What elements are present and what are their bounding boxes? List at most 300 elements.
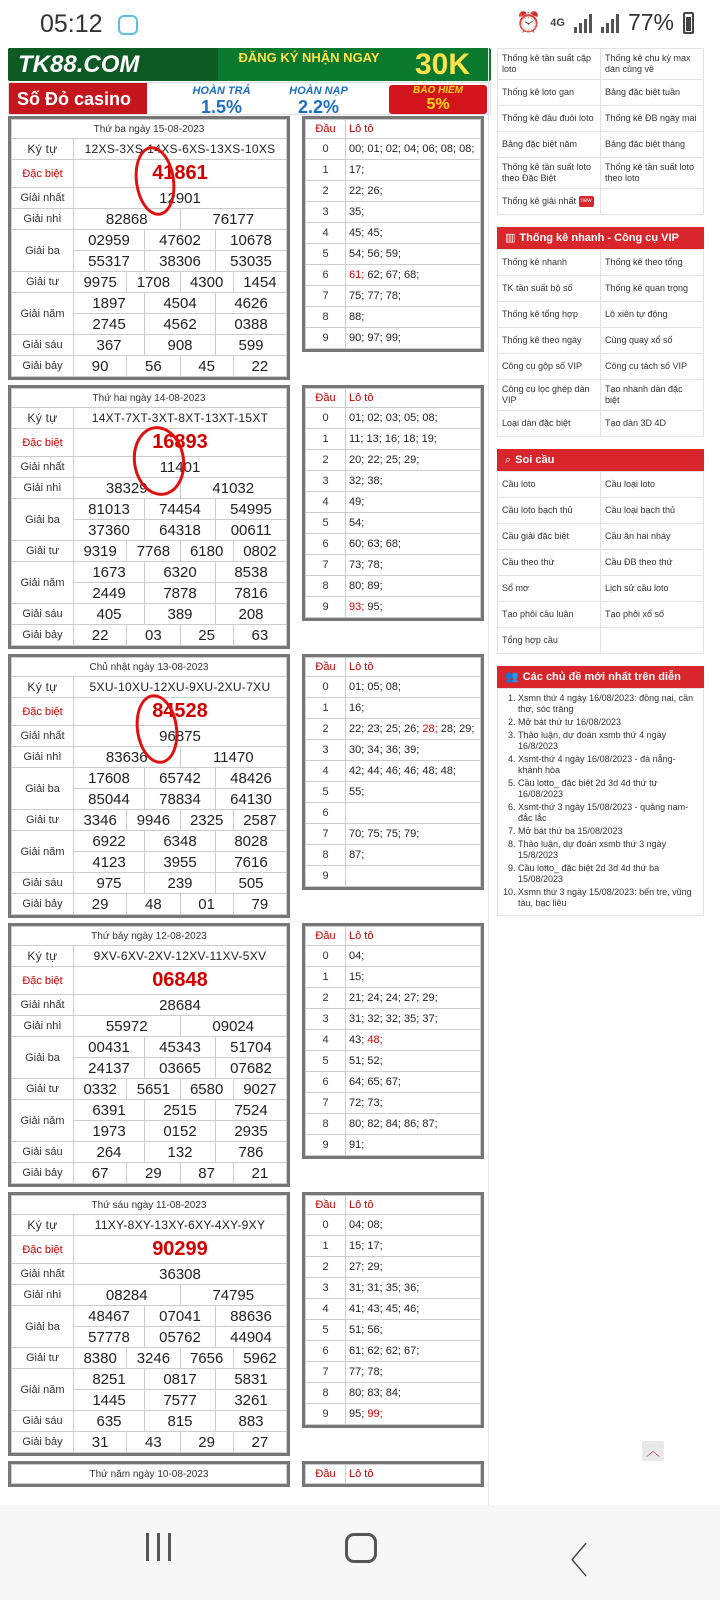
status-bar <box>0 0 720 48</box>
second-prize: 09024 <box>180 1016 287 1037</box>
sidebar-link[interactable]: Bảng đặc biệt tháng <box>601 132 704 158</box>
insurance-promo: BẢO HIỂM 5% <box>389 85 487 114</box>
fourth-prize: 2587 <box>233 810 286 831</box>
seventh-prize: 48 <box>127 894 180 915</box>
fourth-prize: 9027 <box>233 1079 286 1100</box>
sidebar-link[interactable]: Bảng đặc biệt năm <box>498 132 601 158</box>
third-prize: 51704 <box>216 1037 287 1058</box>
label-nam: Giải năm <box>12 831 74 873</box>
loto-block <box>302 923 484 1159</box>
label-tu: Giải tư <box>12 272 74 293</box>
loto-head-digit: 7 <box>306 1362 346 1383</box>
loto-head-digit: 6 <box>306 1341 346 1362</box>
forum-topic-link[interactable]: 8. Thảo luận, dự đoán xsmb thứ 3 ngày 15/8/2023 <box>518 839 697 861</box>
sidebar-link[interactable]: Cùng quay xổ số <box>601 328 704 354</box>
third-prize: 07041 <box>145 1306 216 1327</box>
sidebar-link[interactable]: Lịch sử cầu loto <box>601 576 704 602</box>
sidebar-link[interactable]: Công cụ gộp số VIP <box>498 354 601 380</box>
fifth-prize: 7878 <box>145 583 216 604</box>
fifth-prize: 2745 <box>74 314 145 335</box>
label-tu: Giải tư <box>12 541 74 562</box>
result-block <box>8 116 290 380</box>
label-nam: Giải năm <box>12 562 74 604</box>
fourth-prize: 7768 <box>127 541 180 562</box>
sidebar <box>497 48 704 916</box>
seventh-prize: 56 <box>127 356 180 377</box>
soicau-header: ⌕ Soi cầu <box>497 449 704 471</box>
home-button[interactable] <box>345 1533 377 1563</box>
seventh-prize: 29 <box>74 894 127 915</box>
sidebar-link[interactable]: Thống kê giải nhất new <box>498 189 601 215</box>
third-prize: 05762 <box>145 1327 216 1348</box>
fourth-prize: 1708 <box>127 272 180 293</box>
chevron-up-icon: ︿ <box>646 1443 660 1459</box>
first-prize: 28684 <box>74 995 287 1016</box>
sixth-prize: 883 <box>216 1411 287 1432</box>
third-prize: 17608 <box>74 768 145 789</box>
loto-values: 27; 29; <box>346 1257 481 1278</box>
forum-topic-link[interactable]: 7. Mở bát thứ ba 15/08/2023 <box>518 826 697 837</box>
third-prize: 74454 <box>145 499 216 520</box>
loto-head-digit: 3 <box>306 1278 346 1299</box>
result-date: Thứ năm ngày 10-08-2023 <box>12 1465 287 1484</box>
fourth-prize: 8380 <box>74 1348 127 1369</box>
loto-head-digit: 6 <box>306 265 346 286</box>
label-tu: Giải tư <box>12 1348 74 1369</box>
fifth-prize: 4562 <box>145 314 216 335</box>
fourth-prize: 9319 <box>74 541 127 562</box>
sidebar-link[interactable]: Sổ mơ <box>498 576 601 602</box>
loto-head-digit: 8 <box>306 576 346 597</box>
sidebar-link[interactable]: Tạo dàn 3D 4D <box>601 411 704 437</box>
loto-values: 80; 83; 84; <box>346 1383 481 1404</box>
loto-values: 22; 23; 25; 26; 28; 28; 29; <box>346 719 481 740</box>
loto-values: 11; 13; 16; 18; 19; <box>346 429 481 450</box>
forum-topic-link[interactable]: 9. Cầu lotto_ đặc biệt 2d 3d 4d thứ ba 15/08/2023 <box>518 863 697 885</box>
third-prize: 24137 <box>74 1058 145 1079</box>
loto-values: 73; 78; <box>346 555 481 576</box>
fourth-prize: 6180 <box>180 541 233 562</box>
fifth-prize: 6320 <box>145 562 216 583</box>
third-prize: 44904 <box>216 1327 287 1348</box>
forum-topic-link[interactable]: 4. Xsmt-thứ 4 ngày 16/08/2023 - đà nẵng-khánh hòa <box>518 754 697 776</box>
seventh-prize: 45 <box>180 356 233 377</box>
third-prize: 57778 <box>74 1327 145 1348</box>
label-dacbiet: Đặc biệt <box>12 967 74 995</box>
fourth-prize: 6580 <box>180 1079 233 1100</box>
label-nhi: Giải nhì <box>12 209 74 230</box>
second-prize: 38329 <box>74 478 181 499</box>
forum-topic-link[interactable]: 10. Xsmn thứ 3 ngày 15/08/2023: bến tre, vũng tàu, bạc liêu <box>518 887 697 909</box>
third-prize: 64130 <box>216 789 287 810</box>
result-date: Thứ bảy ngày 12-08-2023 <box>12 927 287 946</box>
loto-values: 61; 62; 62; 67; <box>346 1341 481 1362</box>
loto-head-digit: 6 <box>306 534 346 555</box>
loto-head-digit: 8 <box>306 307 346 328</box>
label-ba: Giải ba <box>12 499 74 541</box>
loto-values: 15; 17; <box>346 1236 481 1257</box>
new-badge: new <box>579 196 594 207</box>
fifth-prize: 4626 <box>216 293 287 314</box>
loto-values: 35; <box>346 202 481 223</box>
loto-values: 45; 45; <box>346 223 481 244</box>
sidebar-link[interactable]: TK tần suất bộ số <box>498 276 601 302</box>
dau-header: Đầu <box>306 1465 346 1484</box>
loto-head-digit: 8 <box>306 1383 346 1404</box>
loto-values: 31; 31; 35; 36; <box>346 1278 481 1299</box>
sidebar-link[interactable]: Cầu ăn hai nháy <box>601 524 704 550</box>
sidebar-link[interactable]: Thống kê tổng hợp <box>498 302 601 328</box>
loto-values: 75; 77; 78; <box>346 286 481 307</box>
sidebar-link[interactable]: Tạo phôi xổ số <box>601 602 704 628</box>
label-bay: Giải bảy <box>12 894 74 915</box>
fifth-prize: 2515 <box>145 1100 216 1121</box>
second-prize: 83636 <box>74 747 181 768</box>
forum-topic-link[interactable]: 3. Thảo luận, dự đoán xsmb thứ 4 ngày 16/8/2023 <box>518 730 697 752</box>
third-prize: 53035 <box>216 251 287 272</box>
seventh-prize: 22 <box>74 625 127 646</box>
loto-head-digit: 5 <box>306 1051 346 1072</box>
loto-head-digit: 1 <box>306 967 346 988</box>
third-prize: 37360 <box>74 520 145 541</box>
loto-head-digit: 3 <box>306 202 346 223</box>
label-ba: Giải ba <box>12 1306 74 1348</box>
fifth-prize: 3955 <box>145 852 216 873</box>
fifth-prize: 6922 <box>74 831 145 852</box>
third-prize: 00611 <box>216 520 287 541</box>
label-nhat: Giải nhất <box>12 726 74 747</box>
network-type: 4G <box>550 16 565 29</box>
loto-values: 87; <box>346 845 481 866</box>
loto-values: 90; 97; 99; <box>346 328 481 349</box>
sidebar-link[interactable]: Thống kê tần suất loto theo loto <box>601 158 704 189</box>
loto-values: 61; 62; 67; 68; <box>346 265 481 286</box>
fifth-prize: 6348 <box>145 831 216 852</box>
seventh-prize: 25 <box>180 625 233 646</box>
label-tu: Giải tư <box>12 1079 74 1100</box>
fourth-prize: 2325 <box>180 810 233 831</box>
loto-values: 00; 01; 02; 04; 06; 08; 08; <box>346 139 481 160</box>
dau-header: Đầu <box>306 658 346 677</box>
loto-head-digit: 4 <box>306 761 346 782</box>
loto-head-digit: 8 <box>306 845 346 866</box>
loto-head-digit: 3 <box>306 471 346 492</box>
loto-values: 70; 75; 75; 79; <box>346 824 481 845</box>
sidebar-link <box>601 628 704 654</box>
third-prize: 00431 <box>74 1037 145 1058</box>
sixth-prize: 599 <box>216 335 287 356</box>
loto-head-digit: 3 <box>306 740 346 761</box>
third-prize: 54995 <box>216 499 287 520</box>
code-sequence: 9XV-6XV-2XV-12XV-11XV-5XV <box>74 946 287 967</box>
fifth-prize: 0152 <box>145 1121 216 1142</box>
label-nhi: Giải nhì <box>12 1285 74 1306</box>
loto-head-digit: 4 <box>306 492 346 513</box>
sidebar-link[interactable]: Cầu theo thứ <box>498 550 601 576</box>
label-dacbiet: Đặc biệt <box>12 429 74 457</box>
sidebar-link[interactable]: Công cụ lọc ghép dàn VIP <box>498 380 601 411</box>
sixth-prize: 389 <box>145 604 216 625</box>
sidebar-link[interactable]: Thống kê tần suất loto theo Đặc Biệt <box>498 158 601 189</box>
sixth-prize: 908 <box>145 335 216 356</box>
first-prize: 36308 <box>74 1264 287 1285</box>
label-sau: Giải sáu <box>12 335 74 356</box>
loto-head-digit: 6 <box>306 1072 346 1093</box>
label-bay: Giải bảy <box>12 1163 74 1184</box>
seventh-prize: 21 <box>233 1163 286 1184</box>
sidebar-link[interactable]: Thống kê ĐB ngày mai <box>601 106 704 132</box>
result-date: Chủ nhật ngày 13-08-2023 <box>12 658 287 677</box>
second-prize: 08284 <box>74 1285 181 1306</box>
sixth-prize: 367 <box>74 335 145 356</box>
loto-values: 32; 38; <box>346 471 481 492</box>
sidebar-link[interactable]: Cầu ĐB theo thứ <box>601 550 704 576</box>
fourth-prize: 7656 <box>180 1348 233 1369</box>
sidebar-link[interactable]: Thống kê theo ngày <box>498 328 601 354</box>
special-prize: 90299 <box>74 1236 287 1264</box>
second-prize: 82868 <box>74 209 181 230</box>
dau-header: Đầu <box>306 120 346 139</box>
loto-values: 64; 65; 67; <box>346 1072 481 1093</box>
loto-head-digit: 7 <box>306 555 346 576</box>
fourth-prize: 9946 <box>127 810 180 831</box>
loto-values: 80; 82; 84; 86; 87; <box>346 1114 481 1135</box>
sidebar-link[interactable]: Bảng đặc biệt tuần <box>601 80 704 106</box>
sixth-prize: 786 <box>216 1142 287 1163</box>
sodo-banner[interactable] <box>8 82 491 115</box>
third-prize: 07682 <box>216 1058 287 1079</box>
fifth-prize: 4504 <box>145 293 216 314</box>
third-prize: 85044 <box>74 789 145 810</box>
forum-topic-link[interactable]: 6. Xsmt-thứ 3 ngày 15/08/2023 - quảng nam-đắc lắc <box>518 802 697 824</box>
special-prize: 84528 <box>74 698 287 726</box>
loto-header: Lô tô <box>346 658 481 677</box>
sidebar-link[interactable]: Cầu loto bạch thủ <box>498 498 601 524</box>
fifth-prize: 7616 <box>216 852 287 873</box>
soicau-links-table <box>497 471 704 654</box>
sidebar-link[interactable]: Thống kê theo tổng <box>601 250 704 276</box>
loto-values: 80; 89; <box>346 576 481 597</box>
result-block <box>8 385 290 649</box>
seventh-prize: 22 <box>233 356 286 377</box>
loto-values: 41; 43; 45; 46; <box>346 1299 481 1320</box>
label-nam: Giải năm <box>12 293 74 335</box>
loto-head-digit: 2 <box>306 988 346 1009</box>
dau-header: Đầu <box>306 389 346 408</box>
sidebar-link[interactable]: Công cụ tách số VIP <box>601 354 704 380</box>
loto-values: 54; 56; 59; <box>346 244 481 265</box>
loto-values: 91; <box>346 1135 481 1156</box>
sidebar-link[interactable]: Thống kê nhanh <box>498 250 601 276</box>
third-prize: 48467 <box>74 1306 145 1327</box>
sidebar-link[interactable]: Cầu loại loto <box>601 472 704 498</box>
loto-head-digit: 9 <box>306 866 346 887</box>
code-sequence: 14XT-7XT-3XT-8XT-13XT-15XT <box>74 408 287 429</box>
label-nhat: Giải nhất <box>12 457 74 478</box>
battery-icon <box>683 12 694 34</box>
loto-values: 51; 56; <box>346 1320 481 1341</box>
loto-head-digit: 9 <box>306 1404 346 1425</box>
signal-icon <box>574 13 592 33</box>
loto-head-digit: 4 <box>306 1299 346 1320</box>
sixth-prize: 264 <box>74 1142 145 1163</box>
third-prize: 10678 <box>216 230 287 251</box>
sidebar-link[interactable]: Cầu giải đặc biệt <box>498 524 601 550</box>
loto-head-digit: 1 <box>306 698 346 719</box>
sidebar-link[interactable]: Cầu loại bạch thủ <box>601 498 704 524</box>
label-bay: Giải bảy <box>12 1432 74 1453</box>
quick-stats-header: ▥ Thống kê nhanh - Công cụ VIP <box>497 227 704 249</box>
loto-head-digit: 7 <box>306 1093 346 1114</box>
sidebar-link[interactable]: Thống kê tần suất cặp loto <box>498 49 601 80</box>
label-ba: Giải ba <box>12 1037 74 1079</box>
label-kytu: Ký tự <box>12 1215 74 1236</box>
fifth-prize: 1973 <box>74 1121 145 1142</box>
result-date: Thứ hai ngày 14-08-2023 <box>12 389 287 408</box>
back-button[interactable]: 〈 <box>552 1540 589 1581</box>
fifth-prize: 8538 <box>216 562 287 583</box>
loto-values: 17; <box>346 160 481 181</box>
loto-head-digit: 9 <box>306 1135 346 1156</box>
loto-header: Lô tô <box>346 1196 481 1215</box>
fifth-prize: 7524 <box>216 1100 287 1121</box>
chat-bubble-icon <box>118 15 138 35</box>
loto-head-digit: 5 <box>306 244 346 265</box>
result-block <box>8 654 290 918</box>
third-prize: 47602 <box>145 230 216 251</box>
loto-header: Lô tô <box>346 927 481 946</box>
sixth-prize: 239 <box>145 873 216 894</box>
result-block <box>8 923 290 1187</box>
loto-values: 42; 44; 46; 46; 48; 48; <box>346 761 481 782</box>
loto-values: 43; 48; <box>346 1030 481 1051</box>
label-sau: Giải sáu <box>12 604 74 625</box>
sidebar-link[interactable]: Thống kê loto gan <box>498 80 601 106</box>
loto-head-digit: 5 <box>306 782 346 803</box>
loto-values <box>346 803 481 824</box>
loto-head-digit: 7 <box>306 824 346 845</box>
fifth-prize: 7816 <box>216 583 287 604</box>
sixth-prize: 505 <box>216 873 287 894</box>
label-bay: Giải bảy <box>12 356 74 377</box>
recent-apps-button[interactable] <box>146 1533 171 1561</box>
loto-header: Lô tô <box>346 1465 481 1484</box>
label-kytu: Ký tự <box>12 408 74 429</box>
special-prize: 16893 <box>74 429 287 457</box>
loto-values: 30; 34; 36; 39; <box>346 740 481 761</box>
label-bay: Giải bảy <box>12 625 74 646</box>
loto-values: 54; <box>346 513 481 534</box>
seventh-prize: 31 <box>74 1432 127 1453</box>
label-sau: Giải sáu <box>12 873 74 894</box>
tk88-register-text: ĐĂNG KÝ NHẬN NGAY <box>238 50 380 65</box>
fourth-prize: 9975 <box>74 272 127 293</box>
sidebar-link[interactable]: Tổng hợp cầu <box>498 628 601 654</box>
sidebar-link[interactable]: Tạo nhanh dàn đặc biệt <box>601 380 704 411</box>
fifth-prize: 2935 <box>216 1121 287 1142</box>
sidebar-link[interactable]: Lô xiên tự động <box>601 302 704 328</box>
fourth-prize: 0802 <box>233 541 286 562</box>
loto-values: 21; 24; 24; 27; 29; <box>346 988 481 1009</box>
sodo-logo: Số Đỏ casino <box>9 83 147 115</box>
forum-topic-link[interactable]: 2. Mở bát thứ tư 16/08/2023 <box>518 717 697 728</box>
loto-block <box>302 654 484 890</box>
fourth-prize: 5651 <box>127 1079 180 1100</box>
fifth-prize: 5831 <box>216 1369 287 1390</box>
seventh-prize: 63 <box>233 625 286 646</box>
loto-head-digit: 7 <box>306 286 346 307</box>
loto-head-digit: 0 <box>306 677 346 698</box>
sidebar-link[interactable]: Thống kê đầu đuôi loto <box>498 106 601 132</box>
sidebar-link[interactable]: Loại dàn đặc biệt <box>498 411 601 437</box>
second-prize: 55972 <box>74 1016 181 1037</box>
loto-block <box>302 1192 484 1428</box>
loto-head-digit: 9 <box>306 597 346 618</box>
label-nhi: Giải nhì <box>12 478 74 499</box>
fifth-prize: 1897 <box>74 293 145 314</box>
third-prize: 48426 <box>216 768 287 789</box>
sixth-prize: 635 <box>74 1411 145 1432</box>
label-nhat: Giải nhất <box>12 188 74 209</box>
sidebar-link[interactable]: Cầu loto <box>498 472 601 498</box>
seventh-prize: 01 <box>180 894 233 915</box>
scroll-top-button[interactable] <box>642 1441 664 1461</box>
loto-values: 16; <box>346 698 481 719</box>
loto-header: Lô tô <box>346 120 481 139</box>
chart-icon: ▥ <box>505 232 516 244</box>
deposit-promo: HOÀN NẠP 2.2% <box>289 85 348 115</box>
fourth-prize: 4300 <box>180 272 233 293</box>
loto-head-digit: 0 <box>306 139 346 160</box>
loto-head-digit: 5 <box>306 513 346 534</box>
third-prize: 65742 <box>145 768 216 789</box>
battery-percent: 77% <box>627 9 674 35</box>
result-date: Thứ sáu ngày 11-08-2023 <box>12 1196 287 1215</box>
column-divider <box>488 48 489 1505</box>
tk88-banner[interactable] <box>8 48 491 81</box>
loto-head-digit: 2 <box>306 450 346 471</box>
sidebar-link[interactable]: Tạo phôi cầu luân <box>498 602 601 628</box>
label-sau: Giải sáu <box>12 1411 74 1432</box>
fourth-prize: 5962 <box>233 1348 286 1369</box>
fifth-prize: 7577 <box>145 1390 216 1411</box>
code-sequence: 11XY-8XY-13XY-6XY-4XY-9XY <box>74 1215 287 1236</box>
result-block <box>8 1461 290 1487</box>
seventh-prize: 29 <box>180 1432 233 1453</box>
loto-values: 04; <box>346 946 481 967</box>
code-sequence: 12XS-3XS-14XS-6XS-13XS-10XS <box>74 139 287 160</box>
third-prize: 45343 <box>145 1037 216 1058</box>
loto-values: 22; 26; <box>346 181 481 202</box>
dau-header: Đầu <box>306 1196 346 1215</box>
sidebar-link <box>601 189 704 215</box>
forum-topic-link[interactable]: 5. Cầu lotto_ đặc biệt 2d 3d 4d thứ tư 16/08/2023 <box>518 778 697 800</box>
label-dacbiet: Đặc biệt <box>12 1236 74 1264</box>
loto-head-digit: 4 <box>306 1030 346 1051</box>
label-nhat: Giải nhất <box>12 1264 74 1285</box>
forum-topic-link[interactable]: 1. Xsmn thứ 4 ngày 16/08/2023: đồng nai, cần thơ, sóc trăng <box>518 693 697 715</box>
sidebar-link[interactable]: Thống kê chu kỳ max dàn cùng về <box>601 49 704 80</box>
loto-values: 15; <box>346 967 481 988</box>
fifth-prize: 8028 <box>216 831 287 852</box>
loto-head-digit: 0 <box>306 1215 346 1236</box>
third-prize: 38306 <box>145 251 216 272</box>
loto-head-digit: 5 <box>306 1320 346 1341</box>
sidebar-link[interactable]: Thống kê quan trọng <box>601 276 704 302</box>
label-nam: Giải năm <box>12 1100 74 1142</box>
loto-values: 55; <box>346 782 481 803</box>
clock: 05:12 <box>40 10 103 38</box>
